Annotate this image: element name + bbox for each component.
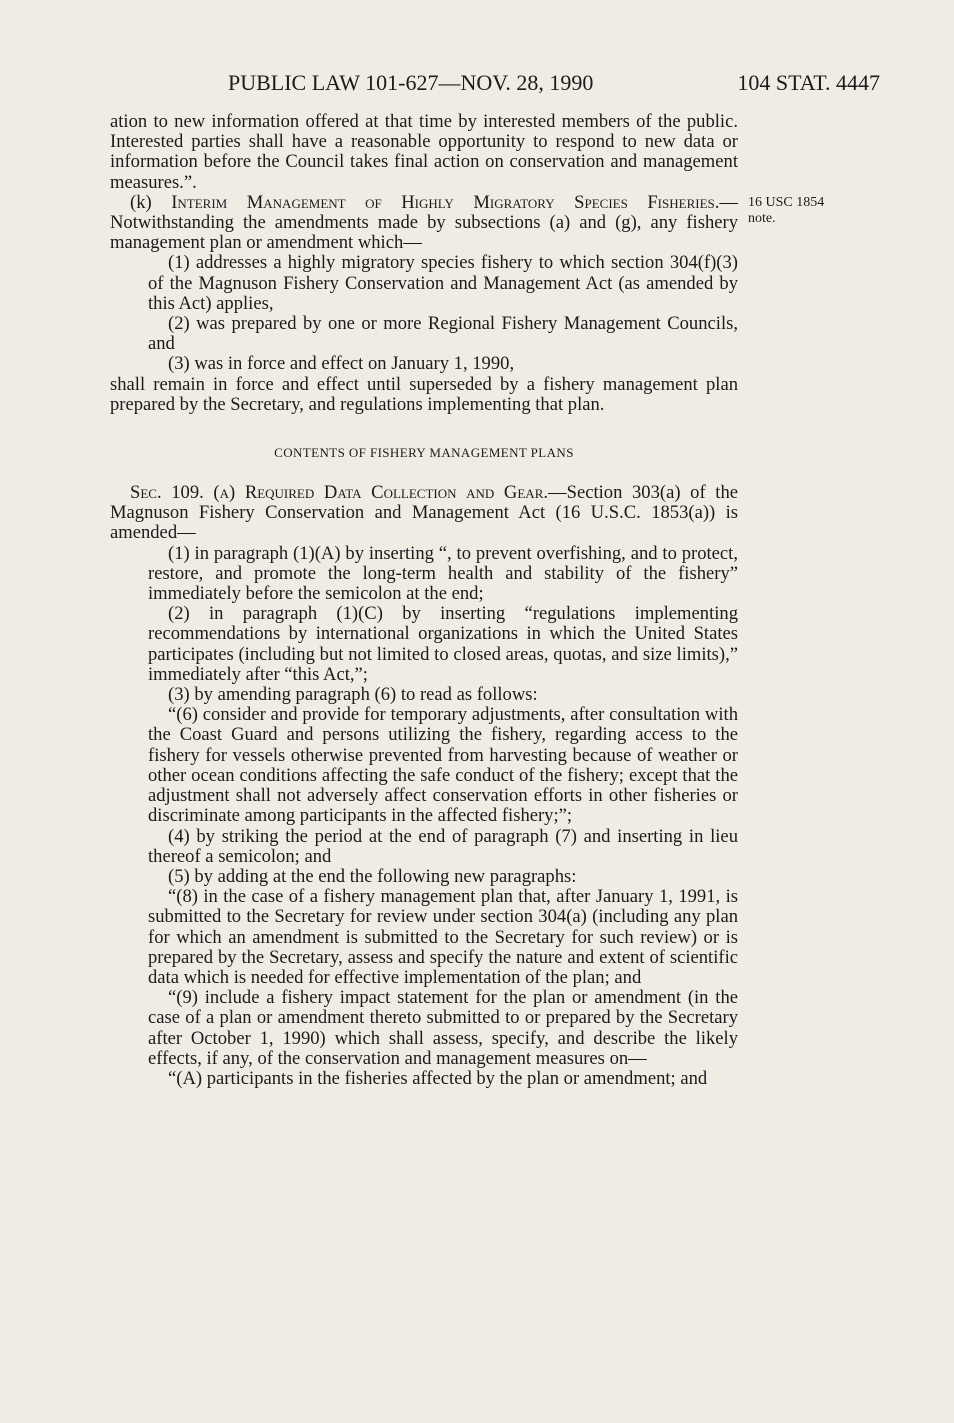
amendment-2: (2) in paragraph (1)(C) by inserting “regulations implementing recommendations by international organizations in which the United States participates (including but not limited to closed areas, quotas, and size limits),” immediately after “this Act,”; [148, 603, 738, 685]
section-109-caption: Required Data Collection and Gear. [244, 482, 549, 504]
margin-note-citation: 16 USC 1854 [748, 195, 825, 210]
section-109-text: —Section 303(a) of the Magnuson Fishery Conservation and Management Act (16 U.S.C. 1853(a)) is amended— [110, 482, 739, 544]
quoted-paragraph-8: “(8) in the case of a fishery management plan that, after January 1, 1991, is submitted to the Secretary for review under section 304(a) (including any plan for which an amendment is submitted to the Secretary for such review) or is prepared by the Secretary, assess and specify the nature and extent of scientific data which is needed for effective implementation of the plan; and [148, 886, 738, 988]
public-law-citation: PUBLIC LAW 101-627—NOV. 28, 1990 [228, 70, 594, 95]
quoted-subparagraph-a: “(A) participants in the fisheries affected by the plan or amendment; and [168, 1067, 708, 1089]
amendment-3: (3) by amending paragraph (6) to read as follows: [168, 684, 538, 706]
section-109-label: Sec. 109. (a) [130, 482, 245, 504]
amendment-5: (5) by adding at the end the following new paragraphs: [168, 865, 577, 887]
continued-paragraph: ation to new information offered at that time by interested members of the public. Interested parties shall have a reasonable opportunity to respond to new data or information before the Council takes final action on conservation and management measures.”. [110, 111, 738, 193]
paragraph-k1: (1) addresses a highly migratory species fishery to which section 304(f)(3) of the Magnuson Fishery Conservation and Management Act (as amended by this Act) applies, [148, 252, 738, 314]
subsection-k [110, 193, 738, 254]
quoted-paragraph-6: “(6) consider and provide for temporary adjustments, after consultation with the Coast Guard and persons utilizing the fishery, regarding access to the fishery for vessels otherwise prevented from harvesting because of weather or other ocean conditions affecting the safe conduct of the fishery; except that the adjustment shall not adversely affect conservation efforts in other fisheries or discriminate among participants in the affected fishery;”; [148, 704, 738, 827]
amendment-1: (1) in paragraph (1)(A) by inserting “, to prevent overfishing, and to protect, restore, and promote the long-term health and stability of the fishery” immediately before the semicolon at the end; [148, 542, 738, 605]
section-heading: CONTENTS OF FISHERY MANAGEMENT PLANS [274, 445, 574, 461]
paragraph-k2: (2) was prepared by one or more Regional Fishery Management Councils, and [148, 313, 738, 355]
subsection-k-caption: Interim Management of Highly Migratory Species Fisheries. [171, 191, 720, 213]
quoted-paragraph-9: “(9) include a fishery impact statement for the plan or amendment (in the case of a plan or amendment thereto submitted to or prepared by the Secretary after October 1, 1990) which shall assess, specify, and describe the likely effects, if any, of the conservation and management measures on— [148, 987, 738, 1069]
margin-note [748, 195, 858, 227]
paragraph-k3: (3) was in force and effect on January 1, 1990, [168, 353, 515, 375]
section-109-intro [110, 483, 738, 544]
running-header [228, 68, 880, 98]
subsection-k-text: —Notwithstanding the amendments made by subsections (a) and (g), any fishery management plan or amendment which— [110, 191, 738, 254]
margin-note-suffix: note. [748, 211, 776, 226]
body-text [110, 112, 738, 1089]
subsection-k-label: (k) [130, 191, 172, 213]
statute-page-number: 104 STAT. 4447 [737, 70, 880, 95]
amendment-4: (4) by striking the period at the end of paragraph (7) and inserting in lieu thereof a semicolon; and [148, 825, 738, 867]
subsection-k-closing: shall remain in force and effect until superseded by a fishery management plan prepared by the Secretary, and regulations implementing that plan. [110, 373, 738, 415]
